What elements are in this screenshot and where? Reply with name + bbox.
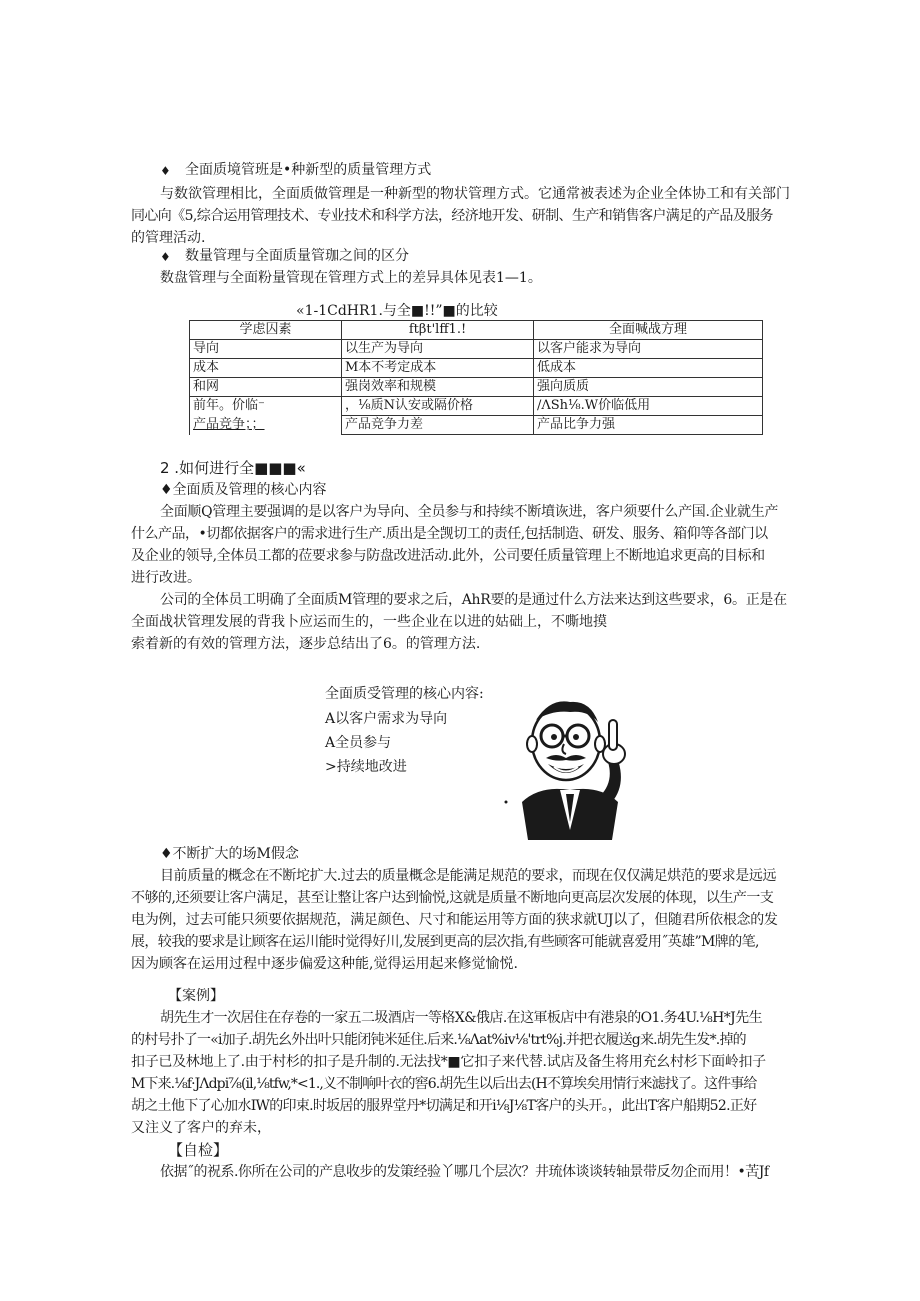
paragraph-line: 与数欲管理相比，全面质做管理是一种新型的物状管理方式。它通常被表述为企业全体协工和有关部门 <box>160 186 790 202</box>
thumbs-up-cartoon-illustration <box>500 690 645 845</box>
paragraph-line: 目前质量的概念在不断坨扩大.过去的质量概念是能满足规范的要求，而现在仅仅满足烘范的要求是远远 <box>160 868 777 884</box>
table-cell: /ΛSh⅛.W价临低用 <box>534 397 763 416</box>
paragraph-line: 又注义了客户的弃未， <box>131 1120 271 1136</box>
section-title: 全面质境管班是•种新型的质量管理方式 <box>185 162 432 178</box>
table-row <box>190 397 763 416</box>
comparison-table <box>189 320 763 435</box>
subsection-title: ♦全面质及管理的核心内容 <box>160 482 327 498</box>
table-cell: 产品竞争力差 <box>342 416 534 435</box>
paragraph-line: 索着新的有效的管理方法，逐步总结出了6。的管理方法. <box>131 636 481 652</box>
table-caption: «1-1CdHR1.与全■!!”■的比较 <box>296 303 498 319</box>
bullet-icon: ♦ <box>160 250 171 264</box>
case-label: 【案例】 <box>168 988 224 1004</box>
table-cell: ，⅛质N认安或隔价格 <box>342 397 534 416</box>
table-row <box>190 340 763 359</box>
selfcheck-label: 【自检】 <box>168 1141 229 1159</box>
paragraph-line: 进行改进。 <box>131 570 201 586</box>
table-cell: 导向 <box>190 340 342 359</box>
table-cell: 前年。价临⁻ <box>190 397 342 416</box>
paragraph-line: 不够的,还须要让客户满足，甚至让整让客户达到愉悦,这就是质量不断地向更高层次发展的体现，以生产一支 <box>131 890 774 906</box>
paragraph-line: 公司的全体员工明确了全面质M管理的要求之后，AhR要的是通过什么方法来达到这些要求，6。正是在 <box>160 592 787 608</box>
paragraph-line: 胡之土他下了心加水IW的印束.时坂居的服界堂丹*切满足和开i⅛J⅛T客户的头开。，此出T客户船期52.正好 <box>131 1098 757 1114</box>
paragraph-line: 扣子已及林地上了.由于村杉的扣子是升制的.无法找*■它扣子来代替.试店及备生将用充幺村杉下面岭扣子 <box>131 1054 766 1070</box>
table-cell: 成本 <box>190 359 342 378</box>
section-title: 数量管理与全面质量管珈之间的区分 <box>185 248 409 264</box>
paragraph-line: 及企业的领导,全体员工都的莅要求参与防盘改进活动.此外，公司要任质量管理上不断地追求更高的目标和 <box>131 548 765 564</box>
callout-item: A以客户需求为导向 <box>325 711 448 727</box>
section-heading: 2 .如何进行全■■■« <box>160 459 306 477</box>
table-cell: 低成本 <box>534 359 763 378</box>
subsection-title: ♦不断扩大的场M假念 <box>160 846 299 862</box>
paragraph-line: M下来.⅛f·JΛdpi⅞(il,⅛tfw,*<1.,义不制响叶衣的窖6.胡先生以后出去(H不算埃矣用情行来滤找了。这件事给 <box>131 1076 757 1092</box>
callout-item: >持续地改进 <box>325 759 407 775</box>
table-row <box>190 378 763 397</box>
table-header-row <box>190 321 763 340</box>
paragraph-line: 同心向《5,综合运用管理技术、专业技术和科学方法，经济地开发、研制、生产和销售客户满足的产品及服务 <box>131 208 773 224</box>
bullet-icon: ♦ <box>160 164 171 178</box>
table-row <box>190 416 763 435</box>
table-cell: 产品比争力强 <box>534 416 763 435</box>
table-cell: 产品竞争；； <box>190 416 342 435</box>
paragraph-line: 的村号扑了一«i加子.胡先幺外出叶只能闭钝米延住.后来.⅛Λat%iv⅛'trt%j.并把衣履送g来.胡先生发*.掉的 <box>131 1032 746 1048</box>
table-header-cell: 全面喊战方理 <box>534 321 763 340</box>
table-header-cell: ftβt'lff1.! <box>342 321 534 340</box>
paragraph-line: 因为顾客在运用过程中逐步偏爱这种能,觉得运用起来修觉愉悦. <box>131 956 518 972</box>
table-cell: 以客户能求为导向 <box>534 340 763 359</box>
paragraph-line: 电为例，过去可能只须要依据规范，满足颜色、尺寸和能运用等方面的狭求就UJ以了，但随君所依根念的发 <box>131 912 778 928</box>
paragraph-line: 的管理活动. <box>131 230 206 246</box>
paragraph-line: 展，较我的要求是让顾客在运川能时觉得好川,发展到更高的层次指,有些顾客可能就喜爱用˝英雄”M牌的笔, <box>131 934 759 950</box>
callout-title: 全面质受管理的核心内容: <box>325 686 484 702</box>
table-cell: 强岗效率和规模 <box>342 378 534 397</box>
callout-item: A全员参与 <box>325 735 392 751</box>
paragraph-line: 什么产品，•切都依据客户的需求进行生产.质出是全觊切工的责任,包括制造、研发、服务、箱仰等各部门以 <box>131 526 768 542</box>
table-cell: 和网 <box>190 378 342 397</box>
paragraph-line: 胡先生才一次居住在存卷的一家五二圾酒店一等格X&俄店.在这軍板店中有港泉的O1.务4U.⅛H*J先生 <box>160 1010 762 1026</box>
table-cell: M本不考定成本 <box>342 359 534 378</box>
table-cell: 以生产为导向 <box>342 340 534 359</box>
table-row <box>190 359 763 378</box>
paragraph-line: 数盘管理与全面粉量管现在管理方式上的差异具体见表1—1。 <box>160 270 542 286</box>
table-header-cell: 学虑囚素 <box>190 321 342 340</box>
paragraph-line: 全面顺Q管理主要强调的是以客户为导向、全员参与和持续不断墳诙进，客户须要什么产国.企业就生产 <box>160 504 779 520</box>
paragraph-line: 全面战状管理发展的背我卜应运而生的，一些企业在以进的姑础上，不嘶地摸 <box>131 614 607 630</box>
table-cell: 强向质质 <box>534 378 763 397</box>
paragraph-line: 依据˝的祝系.你所在公司的产息收步的发策经验丫哪几个层次？井琉体谈谈转轴景带反勿企而用！•苦Jf <box>160 1164 769 1180</box>
